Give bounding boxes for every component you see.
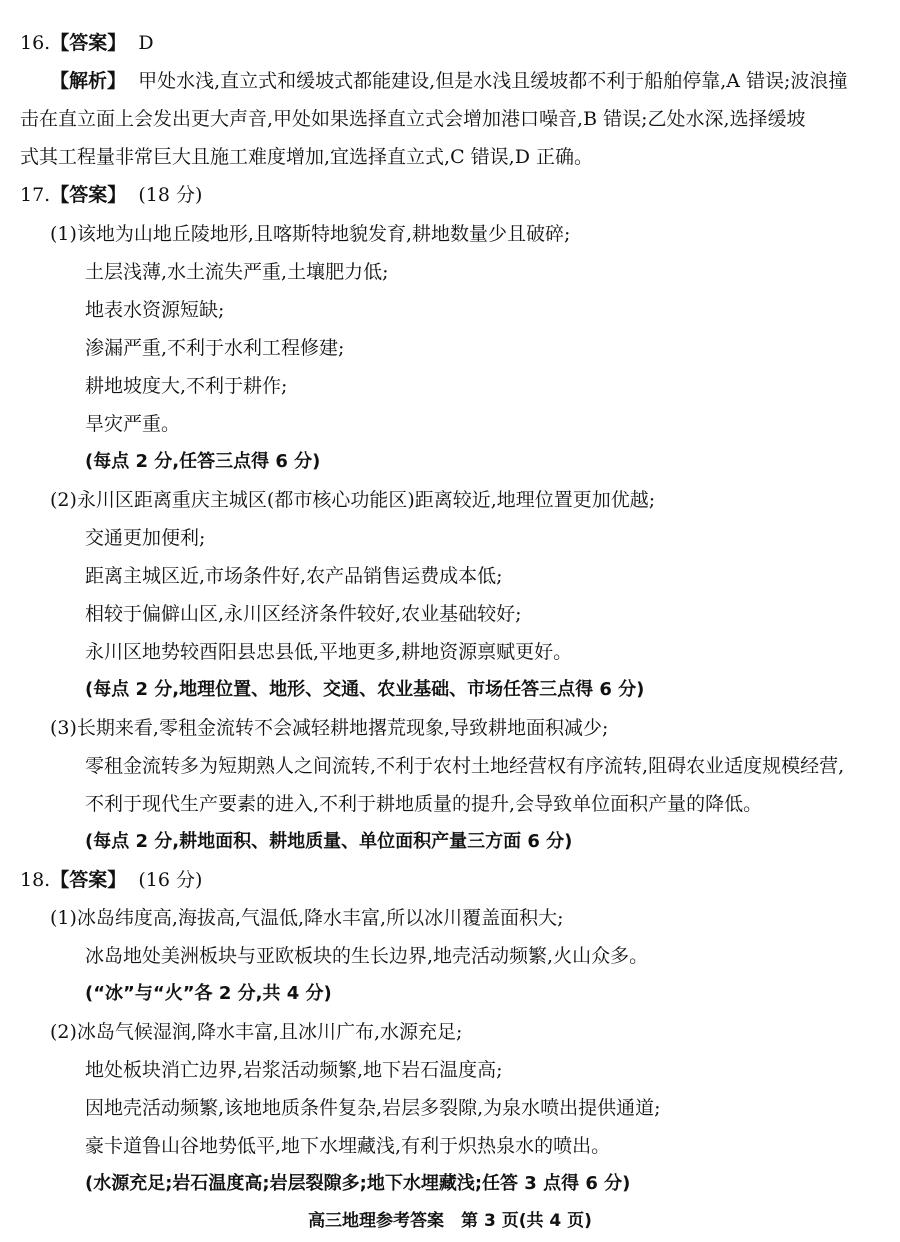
q18-number: 18. [20, 869, 51, 891]
q18-answer-tag: 【答案】 [50, 869, 127, 891]
q16-number: 16. [20, 32, 51, 54]
q17-answer-line [20, 182, 202, 208]
q17-p2-line: 永川区地势较酉阳县忠县低,平地更多,耕地资源禀赋更好。 [85, 641, 573, 663]
q16-analysis-line-1 [50, 68, 847, 94]
q16-answer-tag: 【答案】 [50, 32, 127, 54]
q17-p1-line: (1)该地为山地丘陵地形,且喀斯特地貌发育,耕地数量少且破碎; [50, 223, 571, 245]
q17-p1-scoring-note: (每点 2 分,任答三点得 6 分) [85, 451, 321, 472]
q17-number: 17. [20, 184, 51, 206]
q16-analysis-tag: 【解析】 [50, 70, 127, 92]
q17-p2-line: 距离主城区近,市场条件好,农产品销售运费成本低; [85, 565, 503, 587]
q17-p1-line: 渗漏严重,不利于水利工程修建; [85, 337, 345, 359]
q18-p2-line: (2)冰岛气候湿润,降水丰富,且冰川广布,水源充足; [50, 1021, 463, 1043]
q17-p3-scoring-note: (每点 2 分,耕地面积、耕地质量、单位面积产量三方面 6 分) [85, 831, 573, 852]
q17-answer-tag: 【答案】 [50, 184, 127, 206]
q17-p2-line: 交通更加便利; [85, 527, 206, 549]
q18-p2-scoring-note: (水源充足;岩石温度高;岩层裂隙多;地下水埋藏浅;任答 3 点得 6 分) [85, 1173, 631, 1194]
q16-analysis-text-1: 甲处水浅,直立式和缓坡式都能建设,但是水浅且缓坡都不利于船舶停靠,A 错误;波浪撞 [138, 70, 848, 92]
q17-p2-scoring-note: (每点 2 分,地理位置、地形、交通、农业基础、市场任答三点得 6 分) [85, 679, 645, 700]
q16-answer-line [20, 30, 154, 56]
q18-p1-line: 冰岛地处美洲板块与亚欧板块的生长边界,地壳活动频繁,火山众多。 [85, 945, 649, 967]
q18-p2-line: 因地壳活动频繁,该地地质条件复杂,岩层多裂隙,为泉水喷出提供通道; [85, 1097, 661, 1119]
q18-p2-line: 地处板块消亡边界,岩浆活动频繁,地下岩石温度高; [85, 1059, 503, 1081]
q17-p2-line: 相较于偏僻山区,永川区经济条件较好,农业基础较好; [85, 603, 522, 625]
q17-score: (18 分) [138, 184, 203, 206]
q17-p3-line: (3)长期来看,零租金流转不会减轻耕地撂荒现象,导致耕地面积减少; [50, 717, 609, 739]
q18-score: (16 分) [138, 869, 203, 891]
q18-answer-line [20, 867, 202, 893]
q16-analysis-line-3: 式其工程量非常巨大且施工难度增加,宜选择直立式,C 错误,D 正确。 [20, 146, 593, 168]
q17-p1-line: 地表水资源短缺; [85, 299, 225, 321]
q16-analysis-line-2: 击在直立面上会发出更大声音,甲处如果选择直立式会增加港口噪音,B 错误;乙处水深,选择缓坡 [20, 108, 806, 130]
q17-p1-line: 土层浅薄,水土流失严重,土壤肥力低; [85, 261, 389, 283]
q17-p3-line: 不利于现代生产要素的进入,不利于耕地质量的提升,会导致单位面积产量的降低。 [85, 793, 763, 815]
q18-p1-line: (1)冰岛纬度高,海拔高,气温低,降水丰富,所以冰川覆盖面积大; [50, 907, 564, 929]
page-footer: 高三地理参考答案 第 3 页(共 4 页) [308, 1211, 592, 1231]
q17-p1-line: 耕地坡度大,不利于耕作; [85, 375, 288, 397]
q17-p3-line: 零租金流转多为短期熟人之间流转,不利于农村土地经营权有序流转,阻碍农业适度规模经营, [85, 755, 845, 777]
q18-p2-line: 豪卡道鲁山谷地势低平,地下水埋藏浅,有利于炽热泉水的喷出。 [85, 1135, 611, 1157]
q17-p1-line: 旱灾严重。 [85, 413, 181, 435]
q16-answer: D [138, 32, 154, 54]
q17-p2-line: (2)永川区距离重庆主城区(都市核心功能区)距离较近,地理位置更加优越; [50, 489, 656, 511]
q18-p1-scoring-note: (“冰”与“火”各 2 分,共 4 分) [85, 983, 332, 1004]
